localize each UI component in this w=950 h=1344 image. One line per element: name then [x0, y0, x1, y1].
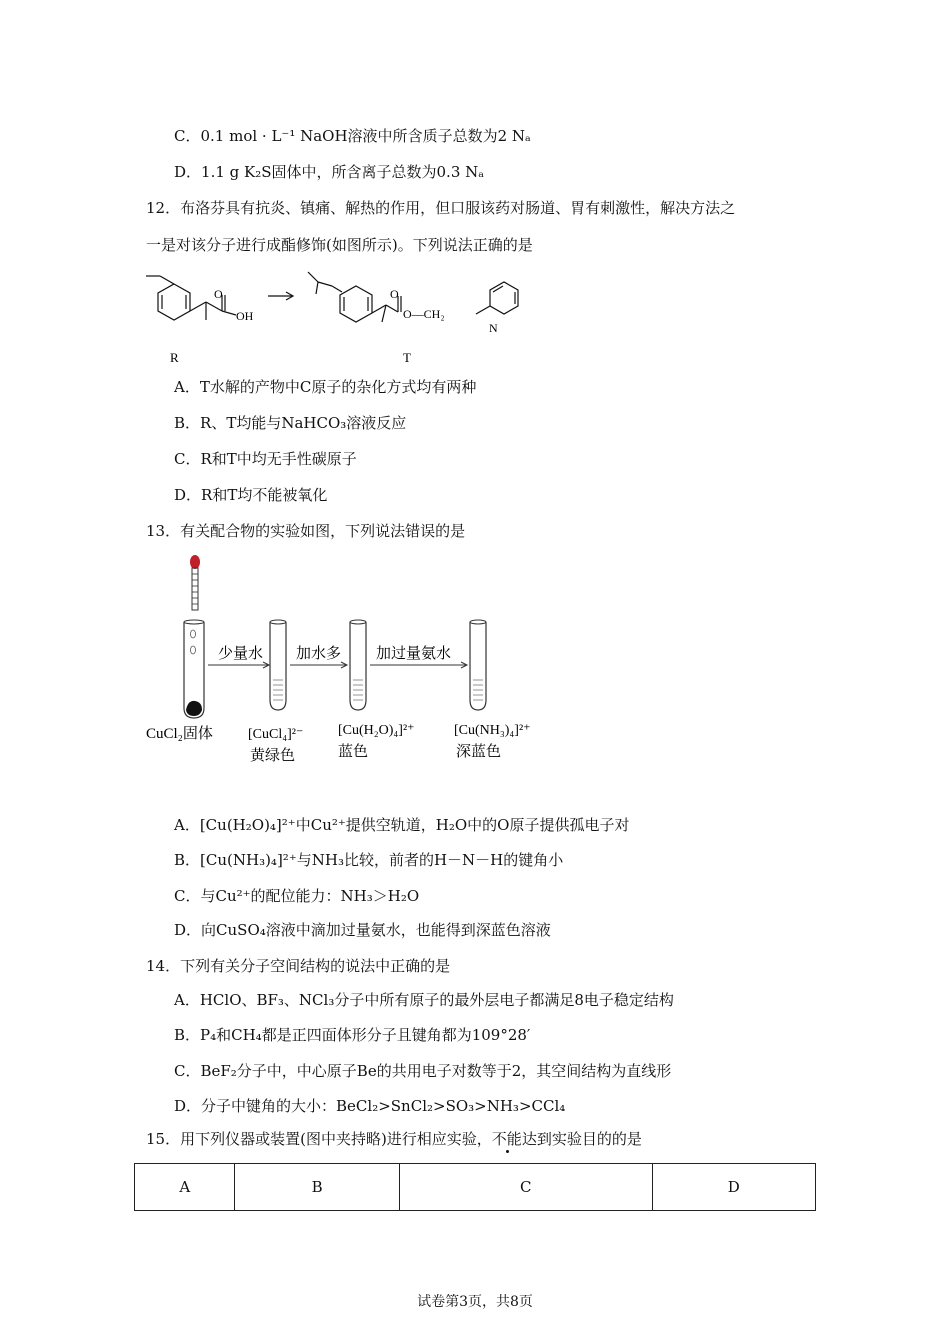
q11-option-c: C．0.1 mol · L⁻¹ NaOH溶液中所含质子总数为2 Nₐ: [174, 127, 531, 145]
q14-option-c: C．BeF₂分子中，中心原子Be的共用电子对数等于2，其空间结构为直线形: [174, 1062, 672, 1080]
q12-option-c: C．R和T中均无手性碳原子: [174, 450, 357, 468]
q15-options-table: [134, 1163, 816, 1211]
q14-option-d: D．分子中键角的大小：BeCl₂>SnCl₂>SO₃>NH₃>CCl₄: [174, 1097, 566, 1115]
step-label-3: 加过量氨水: [376, 646, 452, 662]
tube1-label: CuCl₂固体: [146, 726, 213, 742]
q15-stem: [146, 1129, 642, 1149]
t-ester-group: O—CH₂: [403, 307, 445, 321]
q13-option-c: C．与Cu²⁺的配位能力：NH₃＞H₂O: [174, 887, 420, 905]
q14-option-a: A．HClO、BF₃、NCl₃分子中所有原子的最外层电子都满足8电子稳定结构: [174, 991, 674, 1009]
tube4-formula: [Cu(NH₃)₄]²⁺: [454, 723, 531, 738]
tube4-color: 深蓝色: [456, 744, 502, 760]
test-tube-4-icon: [470, 620, 486, 710]
q14-option-b: B．P₄和CH₄都是正四面体形分子且键角都为109°28′: [174, 1026, 531, 1044]
step-label-1: 少量水: [218, 646, 264, 662]
tube3-color: 蓝色: [338, 744, 369, 760]
label-r: R: [170, 350, 179, 365]
q12-option-a: A．T水解的产物中C原子的杂化方式均有两种: [174, 378, 477, 396]
q13-stem: 13．有关配合物的实验如图，下列说法错误的是: [146, 522, 466, 540]
pyridine-n: N: [489, 321, 498, 335]
q15-stem-post: 达到实验目的的是: [521, 1130, 642, 1148]
tube2-formula: [CuCl₄]²⁻: [248, 727, 304, 742]
q15-stem-pre: 15．用下列仪器或装置(图中夹持略)进行相应实验，: [146, 1130, 492, 1148]
dropper-bulb-icon: [190, 555, 200, 569]
test-tube-2-icon: [270, 620, 286, 710]
table-header-c: C: [399, 1164, 652, 1211]
q14-stem: 14．下列有关分子空间结构的说法中正确的是: [146, 957, 451, 975]
r-hydroxyl-oh: OH: [236, 309, 254, 323]
table-header-d: D: [652, 1164, 815, 1211]
tube3-formula: [Cu(H₂O)₄]²⁺: [338, 723, 415, 738]
q12-stem-line2: 一是对该分子进行成酯修饰(如图所示)。下列说法正确的是: [146, 236, 533, 254]
q12-stem-line1: 12．布洛芬具有抗炎、镇痛、解热的作用，但口服该药对肠道、胃有刺激性，解决方法之: [146, 199, 736, 217]
step-label-2: 加水多: [296, 646, 342, 662]
t-carbonyl-o: O: [390, 287, 399, 301]
q11-option-d: D．1.1 g K₂S固体中，所含离子总数为0.3 Nₐ: [174, 163, 485, 181]
r-carbonyl-o: O: [214, 287, 223, 301]
q13-option-d: D．向CuSO₄溶液中滴加过量氨水，也能得到深蓝色溶液: [174, 921, 551, 939]
table-header-a: A: [135, 1164, 235, 1211]
page-footer: 试卷第3页，共8页: [417, 1294, 533, 1310]
test-tube-3-icon: [350, 620, 366, 710]
ibuprofen-ester-figure: [140, 262, 540, 372]
q13-option-a: A．[Cu(H₂O)₄]²⁺中Cu²⁺提供空轨道，H₂O中的O原子提供孤电子对: [174, 816, 630, 834]
complex-experiment-figure: [140, 550, 560, 790]
q13-option-b: B．[Cu(NH₃)₄]²⁺与NH₃比较，前者的H－N－H的键角小: [174, 851, 564, 869]
q15-stem-emphasis: 不能: [491, 1130, 522, 1148]
label-t: T: [403, 350, 411, 365]
q12-option-d: D．R和T均不能被氧化: [174, 486, 328, 504]
tube2-color: 黄绿色: [250, 748, 296, 764]
test-tube-1-icon: [184, 620, 204, 718]
q12-option-b: B．R、T均能与NaHCO₃溶液反应: [174, 414, 407, 432]
table-header-b: B: [235, 1164, 399, 1211]
